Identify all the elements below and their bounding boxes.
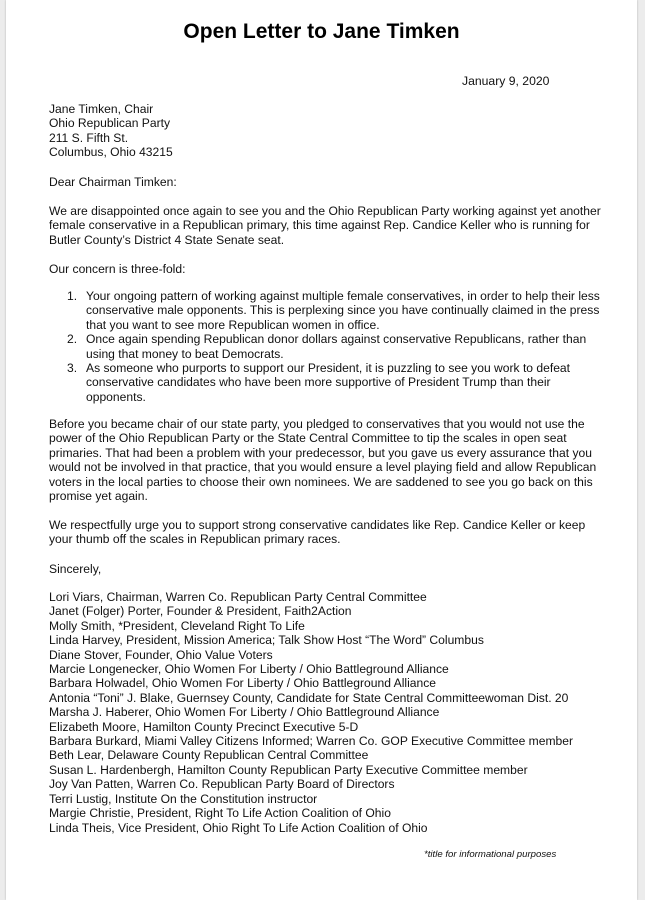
signer: Linda Theis, Vice President, Ohio Right To Life Action Coalition of Ohio xyxy=(49,820,428,835)
list-item xyxy=(49,289,605,332)
list-number: 1. xyxy=(67,289,78,303)
list-number: 3. xyxy=(67,361,78,376)
signer: Joy Van Patten, Warren Co. Republican Party Board of Directors xyxy=(49,777,395,792)
concern-intro: Our concern is three-fold: xyxy=(49,262,186,276)
letter-page xyxy=(6,0,637,900)
signer: Terri Lustig, Institute On the Constitution instructor xyxy=(49,791,318,806)
recipient-street: 211 S. Fifth St. xyxy=(49,130,129,145)
signer-list xyxy=(49,590,605,835)
signer: Molly Smith, *President, Cleveland Right To Life xyxy=(49,618,305,633)
letter-date: January 9, 2020 xyxy=(462,74,550,88)
salutation: Dear Chairman Timken: xyxy=(49,175,177,189)
paragraph-3: We respectfully urge you to support strong conservative candidates like Rep. Candice Keller or keep your thumb off the scales in Republican primary races. xyxy=(49,518,586,547)
paragraph-1: We are disappointed once again to see you and the Ohio Republican Party working against yet another female conservative in a Republican primary, this time against Rep. Candice Keller who is running for Butler County’s District 4 State Senate seat. xyxy=(49,204,601,247)
paragraph-2: Before you became chair of our state party, you pledged to conservatives that you would not use the power of the Ohio Republican Party or the State Central Committee to tip the scales in open seat primaries. That had been a problem with your predecessor, but you gave us every assurance that you would not be involved in that practice, that you would ensure a level playing field and allow Republican voters in the local parties to choose their own nominees. We are saddened to see you go back on this promise yet again. xyxy=(49,417,597,504)
signer: Lori Viars, Chairman, Warren Co. Republican Party Central Committee xyxy=(49,590,427,604)
list-number: 2. xyxy=(67,332,78,347)
signer: Linda Harvey, President, Mission America; Talk Show Host “The Word” Columbus xyxy=(49,633,484,648)
list-text: As someone who purports to support our President, it is puzzling to see you work to defeat conservative candidates who have been more supportive of President Trump than their opponents. xyxy=(86,361,571,404)
closing: Sincerely, xyxy=(49,562,102,576)
letter-title: Open Letter to Jane Timken xyxy=(183,20,460,43)
list-text: Once again spending Republican donor dollars against conservative Republicans, rather than using that money to beat Democrats. xyxy=(86,332,587,361)
signer: Marcie Longenecker, Ohio Women For Liberty / Ohio Battleground Alliance xyxy=(49,662,449,677)
signer: Beth Lear, Delaware County Republican Central Committee xyxy=(49,748,369,763)
recipient-address xyxy=(49,102,605,160)
list-item xyxy=(49,361,605,404)
signer: Antonia “Toni” J. Blake, Guernsey County, Candidate for State Central Committeewoman Dist. 20 xyxy=(49,690,569,705)
signer: Marsha J. Haberer, Ohio Women For Liberty / Ohio Battleground Alliance xyxy=(49,705,440,720)
recipient-organization: Ohio Republican Party xyxy=(49,116,171,131)
signer: Janet (Folger) Porter, Founder & President, Faith2Action xyxy=(49,604,352,619)
list-item xyxy=(49,332,605,361)
signer: Elizabeth Moore, Hamilton County Precinct Executive 5-D xyxy=(49,719,359,734)
list-text: Your ongoing pattern of working against multiple female conservatives, in order to help their less conservative male opponents. This is perplexing since you have continually claimed in the press that you want to see more Republican women in office. xyxy=(86,289,600,332)
signer: Diane Stover, Founder, Ohio Value Voters xyxy=(49,647,273,662)
concern-list xyxy=(49,289,605,404)
signer: Margie Christie, President, Right To Life Action Coalition of Ohio xyxy=(49,806,391,821)
footnote: *title for informational purposes xyxy=(424,849,557,860)
recipient-city: Columbus, Ohio 43215 xyxy=(49,145,173,160)
recipient-name: Jane Timken, Chair xyxy=(49,102,154,116)
signer: Barbara Burkard, Miami Valley Citizens Informed; Warren Co. GOP Executive Committee member xyxy=(49,734,574,749)
signer: Susan L. Hardenbergh, Hamilton County Republican Party Executive Committee member xyxy=(49,762,528,777)
signer: Barbara Holwadel, Ohio Women For Liberty / Ohio Battleground Alliance xyxy=(49,676,436,691)
